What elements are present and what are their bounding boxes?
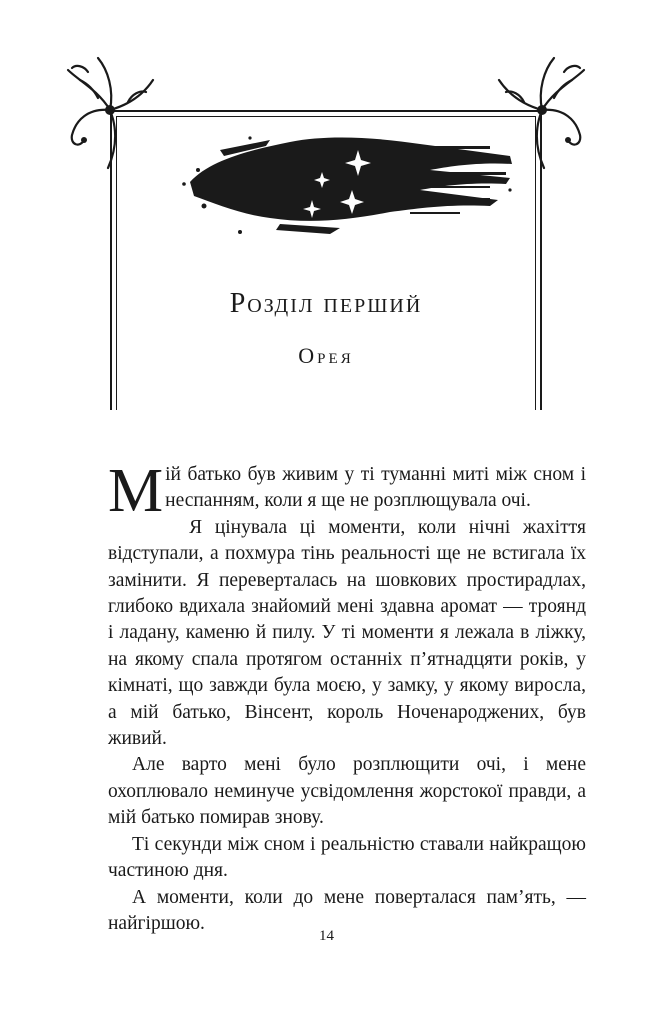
ink-splash-stars-icon bbox=[180, 120, 520, 250]
chapter-body bbox=[108, 457, 586, 937]
chapter-subtitle: Орея bbox=[298, 343, 354, 368]
chapter-title: Розділ перший bbox=[229, 288, 423, 319]
page-number: 14 bbox=[319, 928, 334, 944]
paragraph: Ті секунди між сном і реальністю ставали найкращою частиною дня. bbox=[108, 833, 586, 882]
paragraph: А моменти, коли до мене поверталася пам’ять, — найгіршою. bbox=[108, 886, 586, 934]
paragraph: Я цінувала ці моменти, коли нічні жахіття відступали, а похмура тінь реальності ще не встигала їх замінити. Я переверталась на шовкових простирадлах, глибоко вдихала знайомий мені здавна аромат — троянд і ладану, каменю й пилу. У ті моменти я лежала в ліжку, на якому спала протягом останніх п’ятнадцяти років, у кімнаті, що завжди була моєю, у замку, у якому виросла, а мій батько, Вінсент, король Ноченароджених, був живий. bbox=[108, 516, 586, 750]
paragraph: Але варто мені було розплющити очі, і мене охоплювало неминуче усвідомлення жорстокої правди, а мій батько помирав знову. bbox=[108, 754, 586, 829]
drop-cap: М bbox=[108, 457, 164, 525]
paragraph-first bbox=[108, 457, 586, 525]
paragraph-text: ій батько був живим у ті туманні миті між сном і неспанням, коли я ще не розплющувала очі. bbox=[165, 464, 586, 512]
